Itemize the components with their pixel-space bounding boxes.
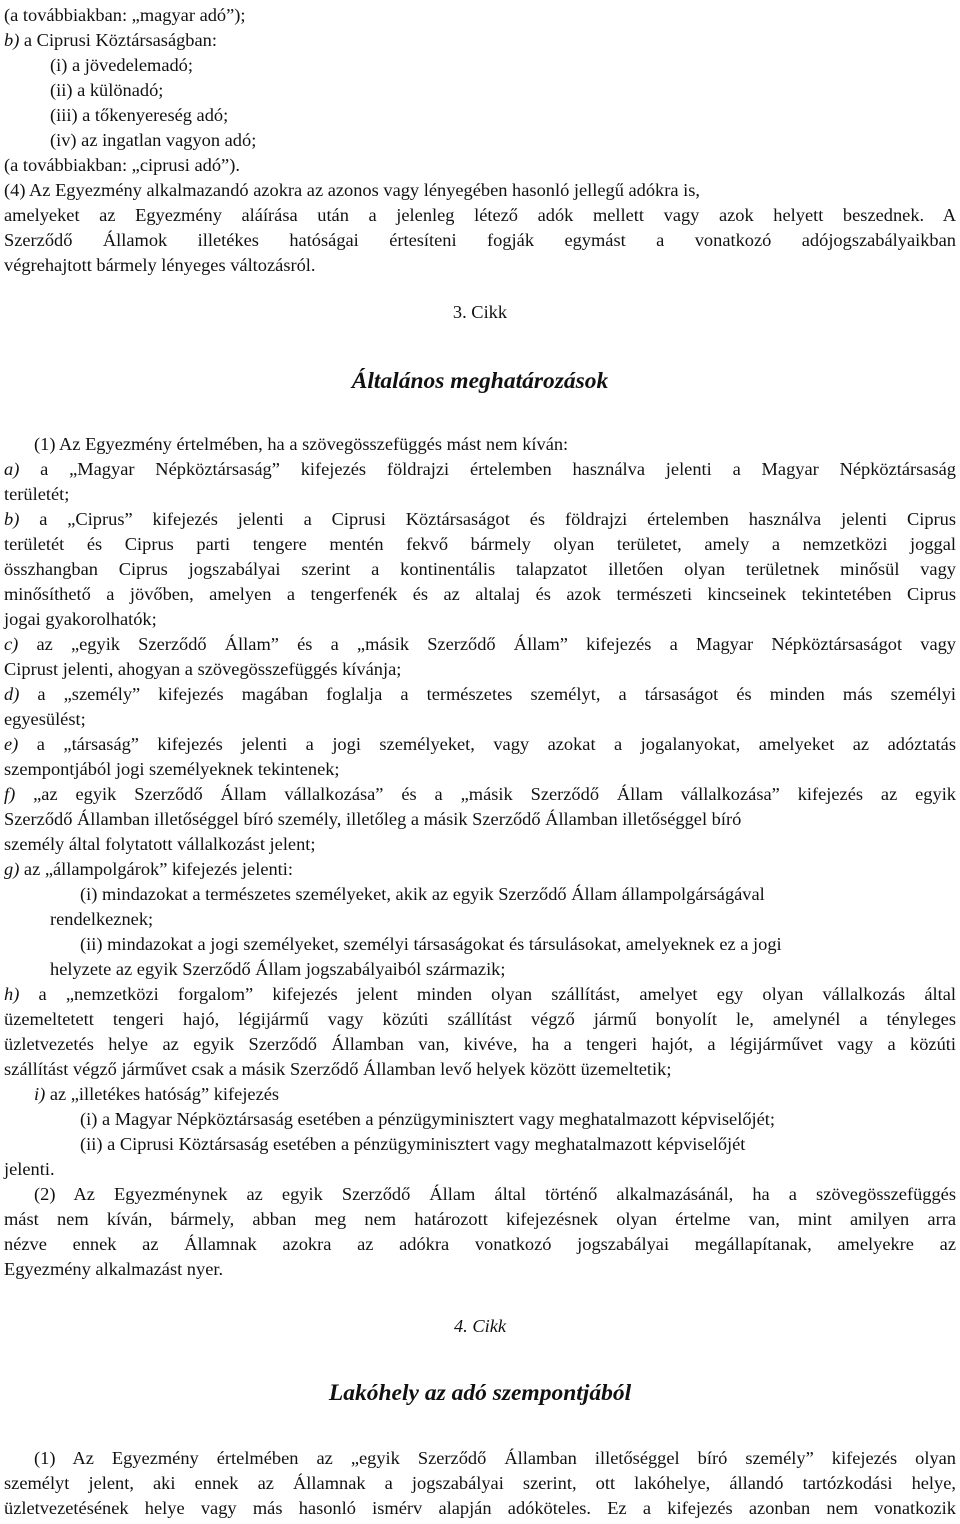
item-marker: a) — [4, 459, 20, 479]
item-marker: g) — [4, 859, 20, 879]
item-text: a „Magyar Népköztársaság” kifejezés földrajzi értelemben használva jelenti a Magyar Népköztársaság — [19, 459, 956, 479]
item-text: „az egyik Szerződő Állam vállalkozása” és a „másik Szerződő Állam vállalkozása” kifejezés az egyik — [15, 784, 956, 804]
paragraph-4-line: amelyeket az Egyezmény aláírása után a jelenleg létező adók mellett vagy azok helyett beszednek. A — [4, 205, 956, 225]
item-marker: b) — [4, 30, 20, 50]
text-line: (a továbbiakban: „magyar adó”); — [4, 5, 246, 25]
item-text: az „állampolgárok” kifejezés jelenti: — [19, 859, 294, 879]
sub-item-cont: rendelkeznek; — [50, 909, 154, 929]
definition-b-cont: jogai gyakorolhatók; — [4, 609, 157, 629]
paragraph-4-line: végrehajtott bármely lényeges változásról. — [4, 255, 316, 275]
definition-h — [4, 982, 956, 1007]
item-text: az „egyik Szerződő Állam” és a „másik Szerződő Állam” kifejezés a Magyar Népköztársaságot vagy — [18, 634, 956, 654]
paragraph-1-line: (1) Az Egyezmény értelmében az „egyik Szerződő Államban illetőséggel bíró személy” kifejezés olyan — [34, 1448, 956, 1468]
paragraph-2-line: mást nem kíván, bármely, abban meg nem határozott kifejezésnek olyan értelme van, mint amilyen arra — [4, 1209, 956, 1229]
definition-d — [4, 682, 956, 707]
paragraph-1-line: személyt jelent, aki ennek az Államnak a jogszabályai szerint, ott lakóhelye, állandó tartózkodási helye, — [4, 1473, 956, 1493]
definition-e-cont: szempontjából jogi személyeknek tekintenek; — [4, 759, 340, 779]
definition-h-cont: üzletvezetés helye az egyik Szerződő Államban van, kivéve, ha a tengeri hajót, a légijárművet vagy a közúti — [4, 1034, 956, 1054]
article-number: 4. Cikk — [453, 1316, 507, 1336]
item-marker: h) — [4, 984, 20, 1004]
sub-item: (i) a jövedelemadó; — [50, 55, 193, 75]
definition-g — [4, 857, 293, 882]
sub-item: (ii) a Ciprusi Köztársaság esetében a pénzügyminisztert vagy meghatalmazott képviselőjét — [80, 1134, 746, 1154]
paragraph-1-intro: (1) Az Egyezmény értelmében, ha a szövegösszefüggés mást nem kíván: — [34, 434, 569, 454]
definition-d-cont: egyesülést; — [4, 709, 86, 729]
definition-a — [4, 457, 956, 482]
text-line: (a továbbiakban: „ciprusi adó”). — [4, 155, 240, 175]
definition-f — [4, 782, 956, 807]
paragraph-2-line: Egyezmény alkalmazást nyer. — [4, 1259, 224, 1279]
paragraph-2-line: nézve ennek az Államnak azokra az adókra vonatkozó jogszabályai megállapítanak, amelyekre az — [4, 1234, 956, 1254]
definition-c — [4, 632, 956, 657]
item-text: a Ciprusi Köztársaságban: — [19, 30, 217, 50]
sub-item: (iv) az ingatlan vagyon adó; — [50, 130, 257, 150]
item-marker: c) — [4, 634, 19, 654]
sub-item: (i) mindazokat a természetes személyeket, akik az egyik Szerződő Állam állampolgárságával — [80, 884, 765, 904]
item-text: a „társaság” kifejezés jelenti a jogi személyeket, vagy azokat a jogalanyokat, amelyeket az adóztatás — [18, 734, 956, 754]
definition-c-cont: Ciprust jelenti, ahogyan a szövegösszefüggés kívánja; — [4, 659, 402, 679]
article-title: Lakóhely az adó szempontjából — [328, 1380, 632, 1406]
paragraph-1-line: üzletvezetésének helye vagy más hasonló ismérv alapján adóköteles. Ez a kifejezés azonban nem vonatkozik — [4, 1498, 956, 1518]
definition-b-cont: területét és Ciprus parti tengere mentén fekvő bármely olyan területet, amely a nemzetközi joggal — [4, 534, 956, 554]
item-text: az „illetékes hatóság” kifejezés — [45, 1084, 280, 1104]
item-marker: e) — [4, 734, 19, 754]
sub-item-cont: helyzete az egyik Szerződő Állam jogszabályaiból származik; — [50, 959, 506, 979]
list-item-b — [4, 28, 217, 53]
paragraph-4-line: (4) Az Egyezmény alkalmazandó azokra az azonos vagy lényegében hasonló jellegű adókra is, — [4, 180, 701, 200]
definition-b-cont: összhangban Ciprus jogszabályai szerint a kontinentális talapzatot illetően olyan területnek minősül vagy — [4, 559, 956, 579]
sub-item: (ii) a különadó; — [50, 80, 164, 100]
definition-f-cont: személy által folytatott vállalkozást jelent; — [4, 834, 316, 854]
sub-item: (i) a Magyar Népköztársaság esetében a pénzügyminisztert vagy meghatalmazott képviselőjét; — [80, 1109, 776, 1129]
item-text: a „nemzetközi forgalom” kifejezés jelent minden olyan szállítást, amelyet egy olyan vállalkozás által — [19, 984, 956, 1004]
article-number: 3. Cikk — [452, 302, 508, 322]
item-text: a „személy” kifejezés magában foglalja a természetes személyt, a társaságot és minden más személyi — [19, 684, 956, 704]
item-marker: i) — [34, 1084, 46, 1104]
item-marker: f) — [4, 784, 16, 804]
definition-f-cont: Szerződő Államban illetőséggel bíró személy, illetőleg a másik Szerződő Államban illetőséggel bíró — [4, 809, 742, 829]
definition-i — [34, 1082, 279, 1107]
definition-b-cont: minősíthető a jövőben, amelyen a tengerfenék és az altalaj és azok természeti kincseinek tekintetében Ciprus — [4, 584, 956, 604]
definition-b — [4, 507, 956, 532]
item-text: a „Ciprus” kifejezés jelenti a Ciprusi Köztársaságot és földrajzi értelemben használva jelenti Ciprus — [19, 509, 956, 529]
paragraph-4-line: Szerződő Államok illetékes hatóságai értesíteni fogják egymást a vonatkozó adójogszabályaikban — [4, 230, 956, 250]
item-marker: b) — [4, 509, 20, 529]
sub-item: (ii) mindazokat a jogi személyeket, személyi társaságokat és társulásokat, amelyeknek ez a jogi — [80, 934, 782, 954]
article-title: Általános meghatározások — [351, 368, 609, 394]
definition-h-cont: üzemeltetett tengeri hajó, légijármű vagy közúti szállítást végző jármű bonyolít le, amelynél a tényleges — [4, 1009, 956, 1029]
item-marker: d) — [4, 684, 20, 704]
definition-i-cont: jelenti. — [4, 1159, 55, 1179]
definition-h-cont: szállítást végző járművet csak a másik Szerződő Államban levő helyek között üzemeltetik; — [4, 1059, 672, 1079]
definition-e — [4, 732, 956, 757]
paragraph-2-line: (2) Az Egyezménynek az egyik Szerződő Állam által történő alkalmazásánál, ha a szövegösszefüggés — [34, 1184, 956, 1204]
sub-item: (iii) a tőkenyereség adó; — [50, 105, 229, 125]
definition-a-cont: területét; — [4, 484, 70, 504]
